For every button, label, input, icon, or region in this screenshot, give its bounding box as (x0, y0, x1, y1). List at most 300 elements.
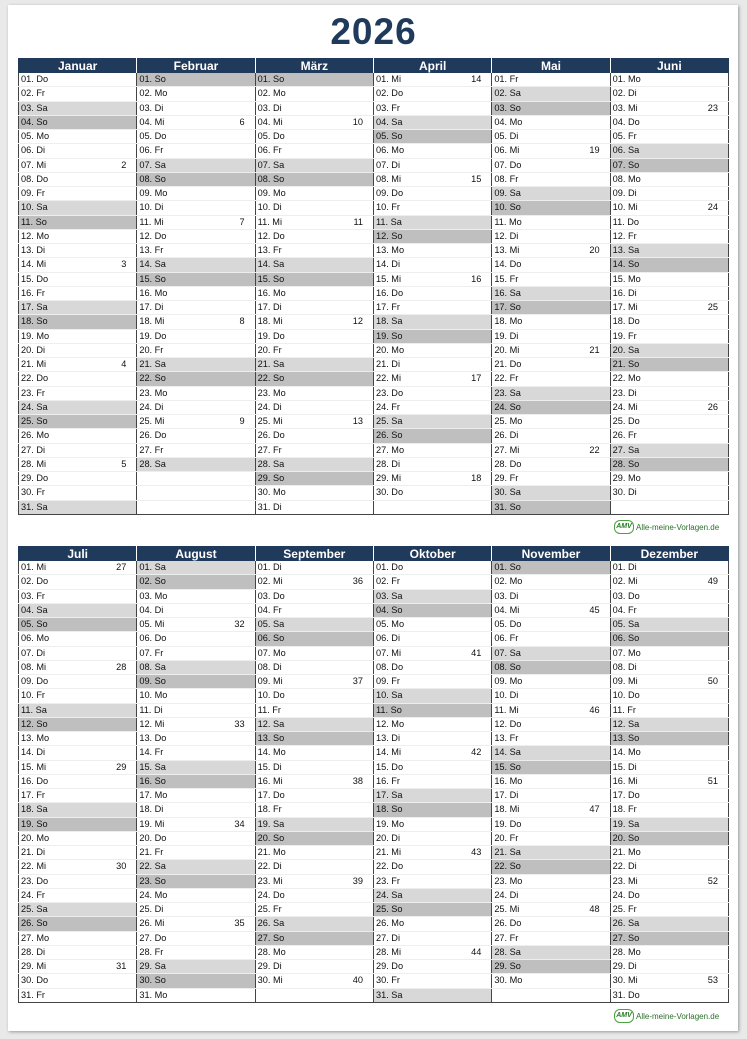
day-cell (137, 874, 255, 888)
day-label: 08. Di (612, 661, 637, 672)
day-label: 06. Fr (494, 633, 519, 644)
day-cell (19, 87, 137, 101)
day-cell (137, 603, 255, 617)
day-label: 21. So (612, 359, 640, 370)
day-label: 03. Di (257, 102, 282, 113)
day-cell (492, 372, 610, 386)
day-cell (492, 172, 610, 186)
day-cell (19, 632, 137, 646)
day-cell (137, 732, 255, 746)
day-cell (137, 372, 255, 386)
day-cell (137, 831, 255, 845)
day-label: 21. Sa (257, 359, 285, 370)
month-header: August (137, 546, 255, 561)
day-label: 02. Mi (257, 576, 283, 587)
week-number: 50 (707, 676, 718, 686)
day-cell (610, 974, 728, 988)
day-cell (255, 486, 373, 500)
day-label: 19. Do (257, 330, 285, 341)
day-cell (19, 301, 137, 315)
day-cell (373, 703, 491, 717)
day-cell (137, 817, 255, 831)
day-cell (610, 988, 728, 1002)
day-label: 17. Sa (21, 302, 48, 313)
day-label: 09. Mo (257, 188, 286, 199)
day-cell (137, 646, 255, 660)
day-label: 17. Do (257, 790, 285, 801)
table-row (19, 201, 729, 215)
day-label: 30. Do (21, 975, 49, 986)
day-cell (19, 244, 137, 258)
day-cell (610, 429, 728, 443)
month-header: Dezember (610, 546, 728, 561)
table-row (19, 689, 729, 703)
day-label: 18. Mi (257, 316, 283, 327)
week-number: 18 (471, 473, 482, 483)
day-label: 20. So (612, 832, 640, 843)
day-cell (373, 903, 491, 917)
day-cell (19, 443, 137, 457)
week-number: 6 (239, 116, 245, 127)
week-number: 41 (471, 647, 482, 658)
day-cell (373, 561, 491, 575)
day-cell (19, 689, 137, 703)
day-cell (137, 215, 255, 229)
day-label: 18. So (21, 316, 48, 327)
day-cell (19, 158, 137, 172)
table-row (19, 860, 729, 874)
day-cell (19, 500, 137, 514)
week-number: 40 (352, 975, 363, 986)
day-cell (137, 974, 255, 988)
day-cell (255, 660, 373, 674)
day-cell (255, 931, 373, 945)
week-number: 32 (234, 619, 245, 629)
day-cell (19, 215, 137, 229)
day-cell (255, 689, 373, 703)
day-cell (19, 415, 137, 429)
day-label: 09. Sa (494, 188, 521, 199)
day-label: 14. Sa (139, 259, 166, 270)
day-cell (492, 888, 610, 902)
month-header: März (255, 58, 373, 73)
day-label: 20. Fr (494, 832, 519, 843)
day-label: 14. Mo (612, 747, 641, 758)
day-cell (373, 87, 491, 101)
day-label: 08. So (494, 661, 521, 672)
day-cell (373, 144, 491, 158)
day-label: 17. So (494, 302, 521, 313)
day-label: 15. So (139, 273, 166, 284)
week-number: 25 (707, 302, 718, 312)
day-label: 24. Sa (21, 401, 48, 412)
day-label: 05. Di (494, 131, 519, 142)
day-label: 08. Mo (612, 173, 641, 184)
day-label: 20. Di (375, 832, 400, 843)
day-cell (137, 115, 255, 129)
day-cell (137, 87, 255, 101)
day-label: 20. Fr (139, 344, 164, 355)
table-row (19, 874, 729, 888)
day-label: 17. Mi (612, 302, 638, 313)
day-label: 08. Do (21, 173, 49, 184)
day-label: 25. Mi (257, 416, 283, 427)
day-label: 25. Mo (494, 416, 523, 427)
day-cell (373, 229, 491, 243)
day-label: 20. Sa (612, 344, 640, 355)
day-label: 28. Sa (139, 458, 166, 469)
day-label: 04. Di (139, 604, 164, 615)
table-row (19, 372, 729, 386)
table-row (19, 187, 729, 201)
day-label: 12. Do (257, 230, 285, 241)
day-cell (19, 472, 137, 486)
day-cell (255, 500, 373, 514)
day-cell (255, 400, 373, 414)
day-cell (610, 229, 728, 243)
day-label: 25. Di (139, 904, 164, 915)
day-cell (19, 888, 137, 902)
day-cell (373, 372, 491, 386)
day-label: 07. So (612, 159, 640, 170)
day-cell (610, 158, 728, 172)
day-label: 08. Do (375, 661, 404, 672)
table-row (19, 343, 729, 357)
day-cell (610, 443, 728, 457)
day-cell (19, 386, 137, 400)
day-cell (492, 760, 610, 774)
day-label: 30. Mi (257, 975, 283, 986)
day-cell (492, 115, 610, 129)
day-cell (19, 343, 137, 357)
table-row (19, 400, 729, 414)
day-label: 29. Di (612, 961, 637, 972)
day-cell (19, 988, 137, 1002)
day-label: 13. Fr (494, 733, 519, 744)
day-cell (610, 803, 728, 817)
day-label: 24. Di (139, 401, 164, 412)
day-cell (137, 315, 255, 329)
day-label: 28. Sa (257, 458, 285, 469)
week-number: 30 (116, 861, 127, 872)
day-label: 11. Fr (612, 704, 636, 715)
day-label: 03. Sa (375, 590, 403, 601)
week-number: 53 (707, 975, 718, 986)
day-label: 03. So (494, 102, 521, 113)
day-label: 04. Mo (494, 116, 523, 127)
day-cell (373, 789, 491, 803)
day-cell (255, 443, 373, 457)
brand-logo (614, 520, 719, 534)
day-label: 01. Mo (612, 74, 641, 85)
day-label: 01. Di (612, 562, 637, 573)
week-number: 38 (352, 775, 363, 786)
day-label: 19. Do (139, 330, 167, 341)
day-cell (255, 803, 373, 817)
day-label: 16. Mo (139, 287, 168, 298)
day-cell (492, 575, 610, 589)
day-label: 25. Fr (612, 904, 637, 915)
day-cell (610, 87, 728, 101)
day-cell (610, 457, 728, 471)
day-cell (137, 400, 255, 414)
day-cell (373, 988, 491, 1002)
day-cell (19, 144, 137, 158)
day-cell (610, 774, 728, 788)
day-cell (255, 187, 373, 201)
day-label: 24. Di (257, 401, 282, 412)
week-number: 35 (234, 918, 245, 929)
day-label: 23. Di (612, 387, 637, 398)
table-row (19, 144, 729, 158)
day-cell (19, 172, 137, 186)
day-cell (492, 486, 610, 500)
day-label: 19. So (375, 330, 403, 341)
week-number: 37 (352, 676, 363, 686)
day-cell (492, 272, 610, 286)
day-label: 07. Di (21, 647, 46, 658)
day-cell (255, 472, 373, 486)
table-row (19, 717, 729, 731)
day-label: 12. Do (494, 718, 522, 729)
day-cell (255, 732, 373, 746)
month-header: April (373, 58, 491, 73)
day-label: 01. Mi (375, 74, 402, 85)
day-label: 12. Mo (21, 230, 50, 241)
day-label: 10. Mo (139, 690, 168, 701)
day-label: 01. Do (21, 74, 49, 85)
day-label: 22. Mi (375, 373, 402, 384)
day-cell (610, 329, 728, 343)
day-cell (255, 201, 373, 215)
day-cell (373, 974, 491, 988)
day-cell (19, 860, 137, 874)
day-label: 14. Sa (494, 747, 521, 758)
day-cell (610, 561, 728, 575)
day-cell (492, 689, 610, 703)
day-label: 06. Mo (21, 633, 50, 644)
day-label: 13. Di (375, 733, 400, 744)
day-cell (137, 917, 255, 931)
day-cell (19, 272, 137, 286)
day-cell (255, 258, 373, 272)
day-cell (19, 703, 137, 717)
day-label: 23. Mo (139, 387, 168, 398)
week-number: 12 (352, 316, 363, 327)
table-row (19, 732, 729, 746)
day-cell (373, 272, 491, 286)
day-cell (19, 358, 137, 372)
week-number: 19 (589, 145, 600, 156)
day-label: 14. Sa (257, 259, 285, 270)
day-label: 06. Mi (494, 145, 520, 156)
day-label: 18. Sa (375, 316, 403, 327)
day-cell (610, 874, 728, 888)
day-cell (610, 746, 728, 760)
day-cell (610, 831, 728, 845)
day-label: 20. Do (139, 832, 167, 843)
day-label: 27. Fr (257, 444, 282, 455)
day-cell (373, 803, 491, 817)
table-row (19, 158, 729, 172)
day-cell (492, 101, 610, 115)
day-label: 10. So (494, 202, 521, 213)
day-label: 15. Fr (494, 273, 519, 284)
day-label: 27. So (257, 932, 285, 943)
day-cell (137, 229, 255, 243)
day-label: 05. So (375, 131, 403, 142)
day-label: 06. Di (21, 145, 46, 156)
day-cell (255, 144, 373, 158)
day-cell (19, 746, 137, 760)
table-row (19, 603, 729, 617)
day-label: 14. Mi (375, 747, 402, 758)
table-row (19, 457, 729, 471)
brand-logo (614, 1009, 719, 1023)
day-label: 23. Sa (494, 387, 521, 398)
day-cell (492, 415, 610, 429)
day-label: 16. Do (21, 775, 49, 786)
day-cell (19, 589, 137, 603)
day-cell (19, 486, 137, 500)
day-cell (255, 358, 373, 372)
day-cell (610, 732, 728, 746)
day-cell (492, 774, 610, 788)
month-header: Oktober (373, 546, 491, 561)
month-header: Januar (19, 58, 137, 73)
day-label: 03. Do (612, 590, 640, 601)
day-cell (610, 888, 728, 902)
logo-mark-icon: AMV (614, 1009, 634, 1023)
day-cell (492, 618, 610, 632)
day-label: 19. So (21, 818, 48, 829)
day-cell (492, 589, 610, 603)
day-label: 10. Fr (375, 202, 400, 213)
day-label: 04. Mi (494, 604, 520, 615)
table-row (19, 903, 729, 917)
day-cell (492, 632, 610, 646)
table-row (19, 746, 729, 760)
day-label: 13. Do (139, 733, 167, 744)
day-label: 03. Do (257, 590, 285, 601)
table-row (19, 561, 729, 575)
day-label: 17. Fr (375, 302, 400, 313)
week-number: 28 (116, 661, 127, 672)
day-label: 30. Do (375, 487, 404, 498)
logo-text: Alle-meine-Vorlagen.de (636, 522, 720, 532)
day-cell (373, 472, 491, 486)
day-cell (137, 101, 255, 115)
day-cell (255, 87, 373, 101)
day-cell (137, 443, 255, 457)
day-label: 02. Do (21, 576, 49, 587)
day-cell (610, 760, 728, 774)
day-label: 18. Do (612, 316, 640, 327)
day-cell (19, 603, 137, 617)
week-number: 16 (471, 273, 482, 284)
day-cell (373, 301, 491, 315)
day-label: 26. So (375, 430, 403, 441)
day-label: 10. Fr (21, 690, 45, 701)
day-cell (19, 101, 137, 115)
day-cell (137, 632, 255, 646)
week-number: 8 (239, 316, 245, 327)
day-label: 01. Di (257, 562, 282, 573)
day-label: 18. Mo (494, 316, 523, 327)
day-cell (373, 486, 491, 500)
day-cell (255, 746, 373, 760)
day-label: 27. Di (375, 932, 400, 943)
day-cell (19, 974, 137, 988)
day-label: 30. So (139, 975, 166, 986)
day-cell (492, 315, 610, 329)
day-label: 04. So (21, 116, 48, 127)
day-label: 28. Di (21, 946, 46, 957)
day-cell (610, 286, 728, 300)
day-label: 02. Fr (375, 576, 400, 587)
day-cell (137, 774, 255, 788)
day-cell (492, 130, 610, 144)
day-cell (492, 803, 610, 817)
day-label: 09. Mo (494, 676, 523, 687)
day-cell (610, 115, 728, 129)
day-label: 16. Mo (494, 775, 523, 786)
week-number: 31 (116, 961, 127, 971)
day-cell (373, 258, 491, 272)
day-cell (610, 486, 728, 500)
day-label: 10. Sa (375, 690, 403, 701)
day-cell (137, 158, 255, 172)
day-cell (137, 660, 255, 674)
day-cell (255, 717, 373, 731)
day-label: 10. Mi (612, 202, 638, 213)
day-cell (373, 717, 491, 731)
table-row (19, 917, 729, 931)
day-cell (255, 960, 373, 974)
day-cell (373, 386, 491, 400)
day-cell (610, 846, 728, 860)
day-cell (255, 315, 373, 329)
day-label: 08. Di (257, 661, 282, 672)
day-cell (610, 343, 728, 357)
table-row (19, 486, 729, 500)
day-cell (19, 774, 137, 788)
day-label: 26. Sa (257, 918, 285, 929)
day-label: 10. Do (257, 690, 285, 701)
empty-day-cell (137, 486, 255, 500)
day-label: 24. So (494, 401, 521, 412)
day-label: 05. Mo (375, 619, 405, 630)
day-label: 11. So (21, 216, 47, 227)
day-label: 12. Fr (612, 230, 637, 241)
day-cell (137, 675, 255, 689)
day-cell (373, 73, 491, 87)
day-label: 21. Sa (494, 847, 521, 858)
day-cell (137, 903, 255, 917)
day-label: 06. So (612, 633, 640, 644)
calendar-first-half (18, 58, 729, 515)
table-row (19, 73, 729, 87)
week-number: 39 (352, 875, 363, 886)
table-row (19, 817, 729, 831)
day-label: 19. Mo (375, 818, 405, 829)
day-label: 03. Fr (375, 102, 400, 113)
day-cell (19, 130, 137, 144)
table-row (19, 660, 729, 674)
day-label: 24. Sa (375, 889, 403, 900)
day-cell (492, 675, 610, 689)
day-cell (373, 101, 491, 115)
